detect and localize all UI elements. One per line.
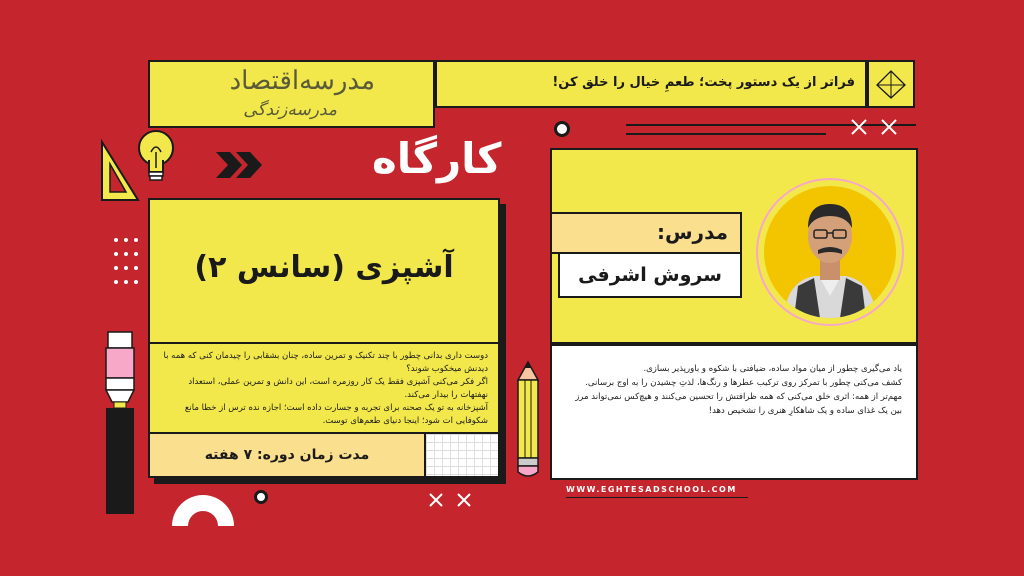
close-x-icon	[880, 118, 898, 136]
course-description-box	[148, 342, 500, 434]
divider-line	[626, 133, 826, 135]
teacher-bio-box	[550, 344, 918, 480]
teacher-name-box	[558, 252, 742, 298]
teacher-photo	[764, 186, 896, 318]
course-description-line: آشپزخانه به تو یک صحنه برای تجربه و جسارت داده است؛ اجازه نده ترس از خطا مانع شکوفایی ات شود؛ اینجا دنیای طعم‌های توست.	[184, 403, 488, 426]
triangle-ruler-icon	[98, 138, 142, 204]
ring-icon	[554, 121, 570, 137]
dot-grid-icon	[112, 236, 142, 296]
course-title: آشپزی (سانس ۲)	[194, 249, 454, 285]
workshop-label: کارگاه	[372, 134, 502, 183]
divider-line	[626, 124, 916, 126]
light-bulb-icon	[136, 128, 176, 190]
pencil-icon	[514, 360, 542, 480]
half-ring-icon	[168, 488, 238, 528]
course-description-line: اگر فکر می‌کنی آشپزی فقط یک کار روزمره است، این دانش و تمرین عملی، استعداد نهفتهات را بیدار می‌کند.	[188, 377, 488, 400]
teacher-bio-line: یاد می‌گیری چطور از میان مواد ساده، ضیافتی با شکوه و باورپذیر بسازی.	[643, 364, 902, 374]
course-duration: مدت زمان دوره: ۷ هفته	[204, 447, 370, 463]
logo-box	[148, 60, 435, 128]
course-title-box	[148, 198, 500, 344]
course-description-line: دوست داری بدانی چطور با چند تکنیک و تمرین ساده، چنان بشقابی را چیدمان کنی که همه با دیدنش میخکوب شوند؟	[163, 351, 488, 374]
teacher-label-box	[550, 212, 742, 254]
website-underline	[566, 497, 748, 498]
teacher-name: سروش اشرفی	[578, 264, 722, 286]
tagline-bar	[435, 60, 867, 108]
ring-icon	[254, 490, 268, 504]
teacher-bio-line: مهم‌تر از همه: اثری خلق می‌کنی که همه ظرافتش را تحسین می‌کنند و هیچ‌کس نمی‌تواند مرز بین یک غذای ساده و یک شاهکارِ هنری را تشخیص دهد!	[575, 392, 902, 416]
highlighter-icon	[100, 330, 140, 516]
close-x-icon	[428, 492, 444, 508]
website-link[interactable]: WWW.EGHTESADSCHOOL.COM	[566, 485, 737, 494]
teacher-bio-line: کشف می‌کنی چطور با تمرکز روی ترکیب عطرها و رنگ‌ها، لذتِ چشیدن را به اوج برسانی.	[585, 378, 902, 388]
logo-subtitle: مدرسه‌زندگی	[243, 100, 337, 120]
teacher-label: مدرس:	[656, 220, 728, 244]
school-logo-icon	[867, 60, 915, 108]
tagline-text: فراتر از یک دستور پخت؛ طعمِ خیال را خلق کن!	[552, 75, 855, 90]
course-duration-box	[148, 432, 426, 478]
close-x-icon	[456, 492, 472, 508]
grid-pattern-box	[424, 432, 500, 478]
double-chevron-icon	[214, 150, 264, 180]
logo-title: مدرسه‌اقتصاد	[229, 66, 375, 96]
close-x-icon	[850, 118, 868, 136]
